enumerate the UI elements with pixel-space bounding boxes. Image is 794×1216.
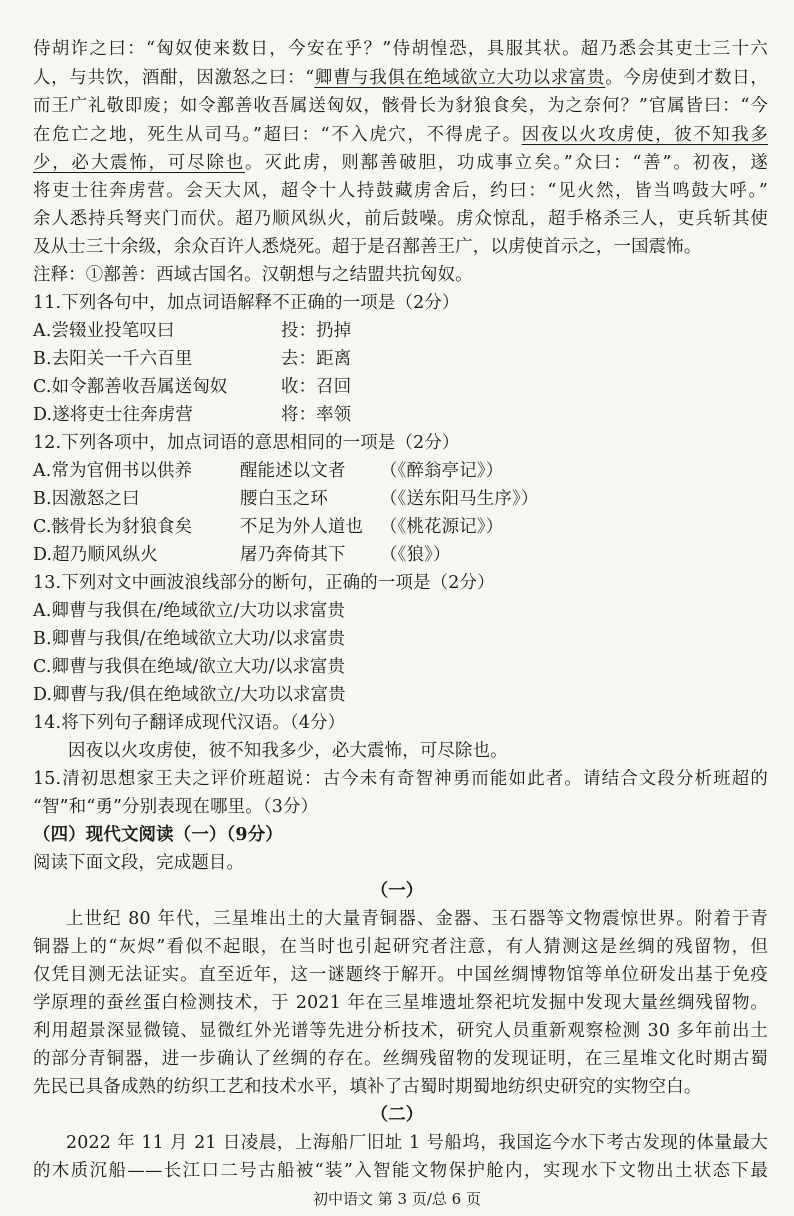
part1-line-5: 利用超景深显微镜、显微红外光谱等先进分析技术，研究人员重新观察检测 30 多年前出土 bbox=[33, 1021, 768, 1041]
part1-line-2: 铜器上的“灰烬”看似不起眼，在当时也引起研究者注意，有人猜测这是丝绸的残留物，但 bbox=[33, 937, 768, 957]
q11-option-a: A.尝辍业投笔叹曰 投：扔掉 bbox=[33, 321, 352, 341]
q12-stem: 12.下列各项中，加点词语的意思相同的一项是（2分） bbox=[33, 433, 460, 453]
passage-line-7: 余人悉持兵弩夹门而伏。超乃顺风纵火，前后鼓噪。虏众惊乱，超手格杀三人，吏兵斩其使 bbox=[33, 209, 768, 229]
q13-stem: 13.下列对文中画波浪线部分的断句，正确的一项是（2分） bbox=[33, 573, 495, 593]
wavy-underlined-phrase: 卿曹与我俱在绝域欲立大功以求富贵 bbox=[314, 68, 606, 88]
passage-line-8: 及从士三十余级，余众百许人悉烧死。超于是召鄯善王广，以虏使首示之，一国震怖。 bbox=[33, 237, 702, 257]
passage-line-2: 人，与共饮，酒酣，因激怒之曰：“卿曹与我俱在绝域欲立大功以求富贵。今房使到才数日， bbox=[33, 68, 769, 88]
q14-stem: 14.将下列句子翻译成现代汉语。（4分） bbox=[33, 713, 346, 733]
passage-line-6: 将吏士往奔虏营。会天大风，超令十人持鼓藏虏舍后，约曰：“见火然，皆当鸣鼓大呼。” bbox=[33, 181, 768, 201]
section-title: （四）现代文阅读（一）（9分） bbox=[33, 825, 283, 845]
part-heading-2: （二） bbox=[370, 1105, 424, 1125]
q12-option-d: D.超乃顺风纵火 屠乃奔倚其下 （《狼》） bbox=[33, 545, 451, 565]
part1-line-7: 先民已具备成熟的纺织工艺和技术水平，填补了古蜀时期蜀地纺织史研究的实物空白。 bbox=[33, 1077, 702, 1097]
q13-option-d: D.卿曹与我/俱在绝域欲立/大功以求富贵 bbox=[33, 685, 346, 705]
part1-line-4: 学原理的蚕丝蛋白检测技术，于 2021 年在三星堆遗址祭祀坑发掘中发现大量丝绸残留物。 bbox=[33, 993, 768, 1013]
q11-stem: 11.下列各句中，加点词语解释不正确的一项是（2分） bbox=[33, 293, 460, 313]
q13-option-b: B.卿曹与我俱/在绝域欲立大功/以求富贵 bbox=[33, 629, 346, 649]
q11-option-b: B.去阳关一千六百里 去：距离 bbox=[33, 349, 352, 369]
part2-line-2: 的木质沉船——长江口二号古船被“装”入智能文物保护舱内，实现水下文物出土状态下最 bbox=[33, 1161, 768, 1181]
passage-note: 注释：①鄯善：西域古国名。汉朝想与之结盟共抗匈奴。 bbox=[33, 265, 473, 285]
passage-line-4: 在危亡之地，死生从司马。”超曰：“不入虎穴，不得虎子。因夜以火攻虏使，彼不知我多 bbox=[33, 125, 769, 145]
passage-line-5: 少，必大震怖，可尽除也。灭此虏，则鄯善破胆，功成事立矣。”众曰：“善”。初夜，遂 bbox=[33, 153, 769, 173]
passage-line-1: 侍胡诈之曰：“匈奴使来数日，今安在乎？”侍胡惶恐，具服其状。超乃悉会其吏士三十六 bbox=[33, 39, 768, 59]
part2-line-1: 2022 年 11 月 21 日凌晨，上海船厂旧址 1 号船坞，我国迄今水下考古发现的体量最大 bbox=[66, 1133, 768, 1153]
underlined-phrase: 少，必大震怖，可尽除也 bbox=[33, 153, 245, 173]
section-instruction: 阅读下面文段，完成题目。 bbox=[33, 853, 245, 873]
page-footer: 初中语文 第 3 页/总 6 页 bbox=[313, 1190, 481, 1208]
q12-option-c: C.骸骨长为豺狼食矣 不足为外人道也 （《桃花源记》） bbox=[33, 517, 504, 537]
q12-option-a: A.常为官佣书以供养 醒能述以文者 （《醉翁亭记》） bbox=[33, 461, 504, 481]
part-heading-1: （一） bbox=[370, 881, 424, 901]
underlined-phrase: 因夜以火攻虏使，彼不知我多 bbox=[521, 125, 769, 145]
q15-line-2: “智”和“勇”分别表现在哪里。（3分） bbox=[33, 797, 319, 817]
part1-line-3: 仅凭目测无法证实。直至近年，这一谜题终于解开。中国丝绸博物馆等单位研发出基于免疫 bbox=[33, 965, 768, 985]
q11-option-c: C.如令鄯善收吾属送匈奴 收：召回 bbox=[33, 377, 352, 397]
part1-line-1: 上世纪 80 年代，三星堆出土的大量青铜器、金器、玉石器等文物震惊世界。附着于青 bbox=[66, 909, 768, 929]
q11-option-d: D.遂将吏士往奔虏营 将：率领 bbox=[33, 405, 352, 425]
part1-line-6: 的部分青铜器，进一步确认了丝绸的存在。丝绸残留物的发现证明，在三星堆文化时期古蜀 bbox=[33, 1049, 768, 1069]
q14-sentence: 因夜以火攻虏使，彼不知我多少，必大震怖，可尽除也。 bbox=[68, 741, 508, 761]
q13-option-a: A.卿曹与我俱在/绝域欲立/大功以求富贵 bbox=[33, 601, 346, 621]
q15-line-1: 15.清初思想家王夫之评价班超说：古今未有奇智神勇而能如此者。请结合文段分析班超的 bbox=[33, 769, 768, 789]
q13-option-c: C.卿曹与我俱在绝域/欲立大功/以求富贵 bbox=[33, 657, 346, 677]
q12-option-b: B.因激怒之曰 腰白玉之环 （《送东阳马生序》） bbox=[33, 489, 539, 509]
passage-line-3: 而王广礼敬即废；如令鄯善收吾属送匈奴，骸骨长为豺狼食矣，为之奈何？”官属皆曰：“今 bbox=[33, 96, 768, 116]
